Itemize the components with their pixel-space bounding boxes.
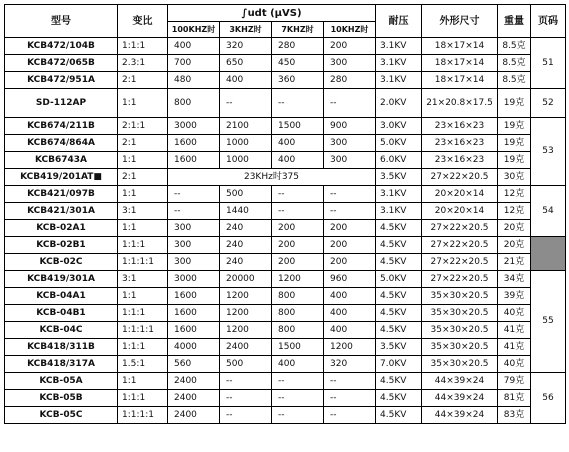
ratio-cell: 2.3:1 xyxy=(118,55,168,72)
flux-10khz-cell: 300 xyxy=(324,152,376,169)
weight-cell: 12克 xyxy=(498,203,531,220)
ratio-cell: 2:1 xyxy=(118,169,168,186)
header-flux: ∫udt (μVS) xyxy=(168,5,376,22)
dimensions-cell: 35×30×20.5 xyxy=(422,356,498,373)
flux-3khz-cell: 650 xyxy=(220,55,272,72)
flux-3khz-cell: 240 xyxy=(220,220,272,237)
model-cell: KCB421/301A xyxy=(5,203,118,220)
flux-3khz-cell: 1000 xyxy=(220,135,272,152)
voltage-cell: 5.0KV xyxy=(376,271,422,288)
flux-7khz-cell: 200 xyxy=(272,220,324,237)
weight-cell: 19克 xyxy=(498,89,531,118)
flux-3khz-cell: 1200 xyxy=(220,305,272,322)
flux-3khz-cell: 240 xyxy=(220,254,272,271)
flux-3khz-cell: 400 xyxy=(220,72,272,89)
weight-cell: 30克 xyxy=(498,169,531,186)
model-cell: KCB419/201AT■ xyxy=(5,169,118,186)
flux-7khz-cell: 280 xyxy=(272,38,324,55)
table-row xyxy=(5,203,566,220)
page-number-cell: 51 xyxy=(531,38,566,89)
flux-7khz-cell: 400 xyxy=(272,152,324,169)
flux-3khz-cell: -- xyxy=(220,390,272,407)
weight-cell: 20克 xyxy=(498,220,531,237)
table-row xyxy=(5,407,566,424)
voltage-cell: 4.5KV xyxy=(376,288,422,305)
model-cell: KCB-05C xyxy=(5,407,118,424)
table-row xyxy=(5,356,566,373)
header-row xyxy=(5,5,566,22)
model-cell: KCB-04B1 xyxy=(5,305,118,322)
table-row xyxy=(5,89,566,118)
dimensions-cell: 35×30×20.5 xyxy=(422,322,498,339)
flux-10khz-cell: -- xyxy=(324,186,376,203)
model-cell: KCB-02B1 xyxy=(5,237,118,254)
flux-100khz-cell: 2400 xyxy=(168,373,220,390)
model-cell: KCB-05A xyxy=(5,373,118,390)
flux-10khz-cell: 200 xyxy=(324,220,376,237)
dimensions-cell: 23×16×23 xyxy=(422,152,498,169)
flux-100khz-cell: 1600 xyxy=(168,305,220,322)
page-number-cell: 53 xyxy=(531,118,566,186)
voltage-cell: 3.5KV xyxy=(376,339,422,356)
flux-10khz-cell: 300 xyxy=(324,55,376,72)
page-number-cell: 55 xyxy=(531,271,566,373)
model-cell: KCB418/317A xyxy=(5,356,118,373)
flux-3khz-cell: -- xyxy=(220,373,272,390)
transformer-spec-table xyxy=(4,4,566,424)
model-cell: KCB-04A1 xyxy=(5,288,118,305)
header-voltage: 耐压 xyxy=(376,5,422,38)
flux-10khz-cell: -- xyxy=(324,89,376,118)
flux-7khz-cell: -- xyxy=(272,373,324,390)
voltage-cell: 4.5KV xyxy=(376,305,422,322)
dimensions-cell: 35×30×20.5 xyxy=(422,339,498,356)
flux-100khz-cell: 800 xyxy=(168,89,220,118)
flux-7khz-cell: 1500 xyxy=(272,118,324,135)
flux-10khz-cell: 400 xyxy=(324,288,376,305)
flux-10khz-cell: 960 xyxy=(324,271,376,288)
ratio-cell: 1:1:1:1 xyxy=(118,407,168,424)
weight-cell: 39克 xyxy=(498,288,531,305)
flux-7khz-cell: 800 xyxy=(272,305,324,322)
flux-100khz-cell: 1600 xyxy=(168,322,220,339)
voltage-cell: 4.5KV xyxy=(376,407,422,424)
flux-100khz-cell: 2400 xyxy=(168,407,220,424)
ratio-cell: 1:1:1:1 xyxy=(118,322,168,339)
ratio-cell: 1:1 xyxy=(118,152,168,169)
model-cell: KCB674/211B xyxy=(5,118,118,135)
page-number-cell: 56 xyxy=(531,373,566,424)
flux-7khz-cell: 200 xyxy=(272,254,324,271)
flux-100khz-cell: 300 xyxy=(168,220,220,237)
dimensions-cell: 27×22×20.5 xyxy=(422,237,498,254)
flux-3khz-cell: 240 xyxy=(220,237,272,254)
flux-3khz-cell: -- xyxy=(220,89,272,118)
model-cell: KCB-04C xyxy=(5,322,118,339)
flux-7khz-cell: 200 xyxy=(272,237,324,254)
model-cell: KCB472/065B xyxy=(5,55,118,72)
flux-10khz-cell: 320 xyxy=(324,356,376,373)
flux-7khz-cell: -- xyxy=(272,89,324,118)
ratio-cell: 1:1 xyxy=(118,373,168,390)
voltage-cell: 4.5KV xyxy=(376,373,422,390)
dimensions-cell: 44×39×24 xyxy=(422,390,498,407)
flux-10khz-cell: -- xyxy=(324,407,376,424)
flux-7khz-cell: -- xyxy=(272,407,324,424)
dimensions-cell: 20×20×14 xyxy=(422,203,498,220)
dimensions-cell: 27×22×20.5 xyxy=(422,220,498,237)
flux-7khz-cell: -- xyxy=(272,203,324,220)
weight-cell: 8.5克 xyxy=(498,72,531,89)
ratio-cell: 1:1 xyxy=(118,89,168,118)
ratio-cell: 1.5:1 xyxy=(118,356,168,373)
ratio-cell: 3:1 xyxy=(118,271,168,288)
ratio-cell: 1:1:1 xyxy=(118,237,168,254)
flux-10khz-cell: 200 xyxy=(324,38,376,55)
flux-100khz-cell: 1600 xyxy=(168,152,220,169)
table-row xyxy=(5,305,566,322)
ratio-cell: 1:1 xyxy=(118,288,168,305)
header-3khz: 3KHZ时 xyxy=(220,22,272,38)
voltage-cell: 4.5KV xyxy=(376,322,422,339)
weight-cell: 41克 xyxy=(498,322,531,339)
ratio-cell: 3:1 xyxy=(118,203,168,220)
flux-100khz-cell: 400 xyxy=(168,38,220,55)
dimensions-cell: 21×20.8×17.5 xyxy=(422,89,498,118)
flux-7khz-cell: 800 xyxy=(272,288,324,305)
flux-100khz-cell: 300 xyxy=(168,237,220,254)
ratio-cell: 2:1:1 xyxy=(118,118,168,135)
model-cell: KCB421/097B xyxy=(5,186,118,203)
table-row xyxy=(5,220,566,237)
flux-100khz-cell: 560 xyxy=(168,356,220,373)
voltage-cell: 3.1KV xyxy=(376,72,422,89)
table-row xyxy=(5,118,566,135)
dimensions-cell: 35×30×20.5 xyxy=(422,288,498,305)
table-row xyxy=(5,55,566,72)
table-row xyxy=(5,186,566,203)
flux-3khz-cell: 20000 xyxy=(220,271,272,288)
flux-7khz-cell: 800 xyxy=(272,322,324,339)
weight-cell: 83克 xyxy=(498,407,531,424)
flux-10khz-cell: -- xyxy=(324,203,376,220)
voltage-cell: 3.1KV xyxy=(376,203,422,220)
flux-10khz-cell: 200 xyxy=(324,254,376,271)
flux-7khz-cell: 450 xyxy=(272,55,324,72)
flux-100khz-cell: 700 xyxy=(168,55,220,72)
voltage-cell: 4.5KV xyxy=(376,390,422,407)
model-cell: KCB472/951A xyxy=(5,72,118,89)
flux-combined-cell: 23KHz时375 xyxy=(168,169,376,186)
flux-100khz-cell: 3000 xyxy=(168,271,220,288)
weight-cell: 19克 xyxy=(498,152,531,169)
table-row xyxy=(5,322,566,339)
voltage-cell: 2.0KV xyxy=(376,89,422,118)
ratio-cell: 1:1 xyxy=(118,220,168,237)
table-row xyxy=(5,135,566,152)
voltage-cell: 3.1KV xyxy=(376,186,422,203)
ratio-cell: 2:1 xyxy=(118,135,168,152)
header-10khz: 10KHZ时 xyxy=(324,22,376,38)
flux-100khz-cell: 3000 xyxy=(168,118,220,135)
voltage-cell: 4.5KV xyxy=(376,220,422,237)
dimensions-cell: 27×22×20.5 xyxy=(422,271,498,288)
weight-cell: 81克 xyxy=(498,390,531,407)
dimensions-cell: 44×39×24 xyxy=(422,407,498,424)
weight-cell: 21克 xyxy=(498,254,531,271)
table-row xyxy=(5,169,566,186)
voltage-cell: 3.5KV xyxy=(376,169,422,186)
weight-cell: 79克 xyxy=(498,373,531,390)
weight-cell: 8.5克 xyxy=(498,38,531,55)
flux-100khz-cell: 4000 xyxy=(168,339,220,356)
flux-3khz-cell: 1440 xyxy=(220,203,272,220)
weight-cell: 8.5克 xyxy=(498,55,531,72)
table-row xyxy=(5,271,566,288)
header-100khz: 100KHZ时 xyxy=(168,22,220,38)
header-dimensions: 外形尺寸 xyxy=(422,5,498,38)
dimensions-cell: 23×16×23 xyxy=(422,118,498,135)
flux-3khz-cell: 1200 xyxy=(220,288,272,305)
flux-7khz-cell: -- xyxy=(272,186,324,203)
model-cell: KCB-02A1 xyxy=(5,220,118,237)
ratio-cell: 1:1:1 xyxy=(118,38,168,55)
dimensions-cell: 27×22×20.5 xyxy=(422,169,498,186)
voltage-cell: 7.0KV xyxy=(376,356,422,373)
weight-cell: 34克 xyxy=(498,271,531,288)
flux-3khz-cell: 500 xyxy=(220,356,272,373)
voltage-cell: 6.0KV xyxy=(376,152,422,169)
weight-cell: 20克 xyxy=(498,237,531,254)
flux-3khz-cell: 2100 xyxy=(220,118,272,135)
voltage-cell: 5.0KV xyxy=(376,135,422,152)
flux-7khz-cell: 400 xyxy=(272,356,324,373)
flux-3khz-cell: 1000 xyxy=(220,152,272,169)
flux-3khz-cell: 500 xyxy=(220,186,272,203)
page-number-cell: 54 xyxy=(531,186,566,237)
table-row xyxy=(5,237,566,254)
flux-100khz-cell: 1600 xyxy=(168,135,220,152)
flux-7khz-cell: 400 xyxy=(272,135,324,152)
table-row xyxy=(5,72,566,89)
flux-7khz-cell: 1200 xyxy=(272,271,324,288)
table-row xyxy=(5,373,566,390)
header-weight: 重量 xyxy=(498,5,531,38)
model-cell: KCB674/864A xyxy=(5,135,118,152)
header-page: 页码 xyxy=(531,5,566,38)
weight-cell: 19克 xyxy=(498,118,531,135)
flux-10khz-cell: 400 xyxy=(324,305,376,322)
weight-cell: 19克 xyxy=(498,135,531,152)
flux-3khz-cell: 320 xyxy=(220,38,272,55)
header-ratio: 变比 xyxy=(118,5,168,38)
dimensions-cell: 35×30×20.5 xyxy=(422,305,498,322)
table-row xyxy=(5,339,566,356)
voltage-cell: 3.0KV xyxy=(376,118,422,135)
flux-100khz-cell: 2400 xyxy=(168,390,220,407)
ratio-cell: 2:1 xyxy=(118,72,168,89)
flux-100khz-cell: -- xyxy=(168,203,220,220)
header-model: 型号 xyxy=(5,5,118,38)
dimensions-cell: 18×17×14 xyxy=(422,38,498,55)
table-row xyxy=(5,152,566,169)
model-cell: KCB-02C xyxy=(5,254,118,271)
ratio-cell: 1:1:1:1 xyxy=(118,254,168,271)
table-row xyxy=(5,390,566,407)
voltage-cell: 4.5KV xyxy=(376,237,422,254)
page-blank-cell xyxy=(531,237,566,271)
dimensions-cell: 23×16×23 xyxy=(422,135,498,152)
flux-100khz-cell: 1600 xyxy=(168,288,220,305)
flux-7khz-cell: 360 xyxy=(272,72,324,89)
flux-100khz-cell: -- xyxy=(168,186,220,203)
model-cell: KCB6743A xyxy=(5,152,118,169)
flux-10khz-cell: -- xyxy=(324,390,376,407)
dimensions-cell: 27×22×20.5 xyxy=(422,254,498,271)
table-row xyxy=(5,288,566,305)
dimensions-cell: 44×39×24 xyxy=(422,373,498,390)
flux-10khz-cell: 400 xyxy=(324,322,376,339)
dimensions-cell: 20×20×14 xyxy=(422,186,498,203)
ratio-cell: 1:1 xyxy=(118,186,168,203)
model-cell: KCB419/301A xyxy=(5,271,118,288)
page-number-cell: 52 xyxy=(531,89,566,118)
flux-10khz-cell: 900 xyxy=(324,118,376,135)
weight-cell: 40克 xyxy=(498,356,531,373)
flux-7khz-cell: -- xyxy=(272,390,324,407)
flux-3khz-cell: 2400 xyxy=(220,339,272,356)
flux-3khz-cell: 1200 xyxy=(220,322,272,339)
flux-10khz-cell: 1200 xyxy=(324,339,376,356)
dimensions-cell: 18×17×14 xyxy=(422,55,498,72)
weight-cell: 40克 xyxy=(498,305,531,322)
weight-cell: 41克 xyxy=(498,339,531,356)
flux-3khz-cell: -- xyxy=(220,407,272,424)
flux-10khz-cell: 280 xyxy=(324,72,376,89)
flux-10khz-cell: 200 xyxy=(324,237,376,254)
ratio-cell: 1:1:1 xyxy=(118,305,168,322)
ratio-cell: 1:1:1 xyxy=(118,390,168,407)
voltage-cell: 4.5KV xyxy=(376,254,422,271)
model-cell: SD-112AP xyxy=(5,89,118,118)
model-cell: KCB472/104B xyxy=(5,38,118,55)
flux-7khz-cell: 1500 xyxy=(272,339,324,356)
flux-10khz-cell: 300 xyxy=(324,135,376,152)
flux-100khz-cell: 480 xyxy=(168,72,220,89)
flux-10khz-cell: -- xyxy=(324,373,376,390)
dimensions-cell: 18×17×14 xyxy=(422,72,498,89)
header-7khz: 7KHZ时 xyxy=(272,22,324,38)
weight-cell: 12克 xyxy=(498,186,531,203)
table-row xyxy=(5,254,566,271)
table-row xyxy=(5,38,566,55)
model-cell: KCB418/311B xyxy=(5,339,118,356)
ratio-cell: 1:1:1 xyxy=(118,339,168,356)
model-cell: KCB-05B xyxy=(5,390,118,407)
voltage-cell: 3.1KV xyxy=(376,38,422,55)
flux-100khz-cell: 300 xyxy=(168,254,220,271)
voltage-cell: 3.1KV xyxy=(376,55,422,72)
